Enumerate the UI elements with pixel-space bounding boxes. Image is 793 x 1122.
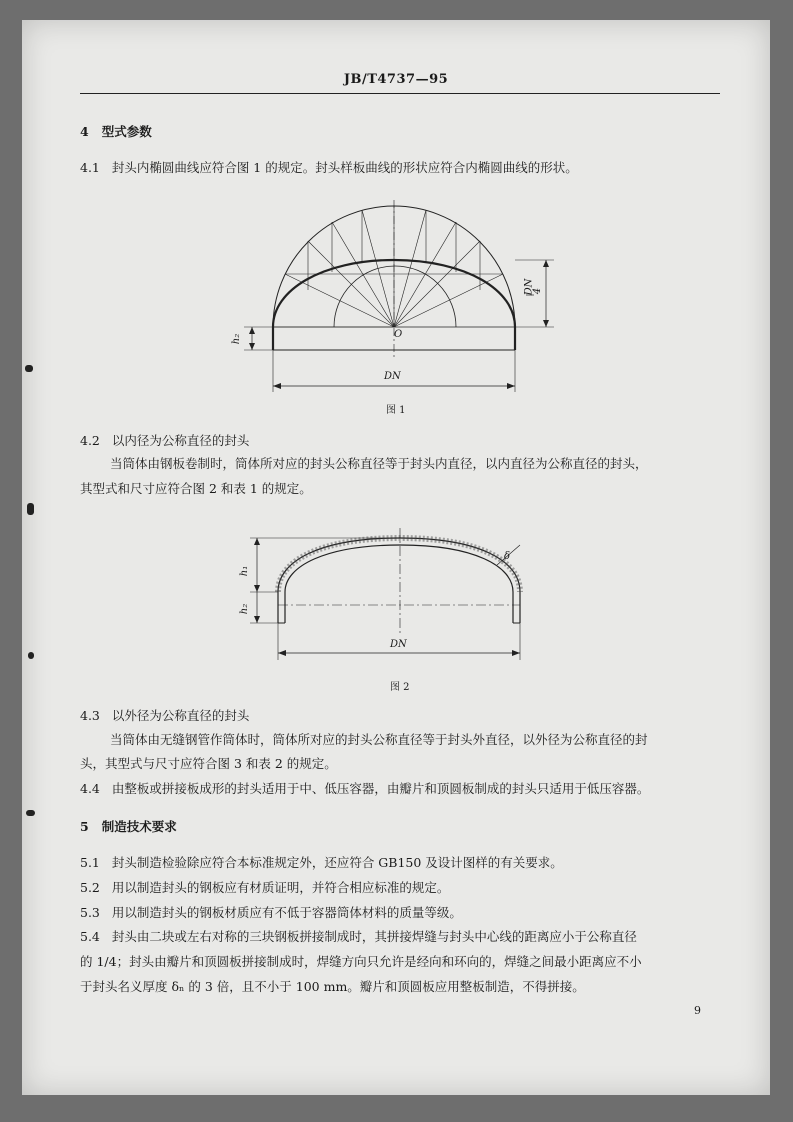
clause-number: 4.4	[80, 781, 100, 796]
clause-text: 由整板或拼接板成形的封头适用于中、低压容器，由瓣片和顶圆板制成的封头只适用于低压容器。	[111, 781, 650, 796]
clause-4-2-line-2: 其型式和尺寸应符合图 2 和表 1 的规定。	[80, 481, 312, 496]
fig1-h2-label: h₂	[231, 333, 243, 345]
clause-text: 用以制造封头的钢板材质应有不低于容器筒体材料的质量等级。	[111, 905, 462, 920]
clause-text: 用以制造封头的钢板应有材质证明，并符合相应标准的规定。	[111, 880, 450, 895]
section-number: 5	[80, 819, 89, 834]
scan-speck	[28, 652, 34, 659]
clause-5-4-line-2: 的 1/4；封头由瓣片和顶圆板拼接制成时，焊缝方向只允许是经向和环向的，焊缝之间最小距离应不小	[80, 954, 642, 969]
fig1-dn-label: DN	[384, 371, 401, 382]
clause-number: 4.3	[80, 708, 100, 723]
figure-1-caption: 图 1	[386, 405, 406, 416]
section-number: 4	[80, 124, 89, 139]
fig1-dn4-numerator: DN	[523, 278, 535, 296]
fig1-dn4-denominator: 4	[532, 287, 544, 295]
clause-title: 以内径为公称直径的封头	[111, 433, 250, 448]
clause-text: 封头内椭圆曲线应符合图 1 的规定。封头样板曲线的形状应符合内椭圆曲线的形状。	[111, 160, 578, 175]
standard-number-header: JB/T4737—95	[343, 72, 449, 87]
clause-number: 5.2	[80, 880, 100, 895]
clause-title: 以外径为公称直径的封头	[111, 708, 250, 723]
clause-number: 4.2	[80, 433, 100, 448]
clause-5-1	[80, 857, 563, 870]
clause-5-2	[80, 882, 449, 895]
fig2-dn-label: DN	[390, 639, 407, 650]
section-title: 制造技术要求	[101, 819, 177, 834]
clause-4-3-heading	[80, 710, 249, 723]
clause-text: 封头制造检验除应符合本标准规定外，还应符合 GB150 及设计图样的有关要求。	[111, 855, 563, 870]
document-page	[22, 20, 770, 1095]
scan-speck	[25, 365, 33, 372]
clause-text: 封头由二块或左右对称的三块钢板拼接制成时，其拼接焊缝与封头中心线的距离应小于公称直径	[111, 929, 637, 944]
clause-5-4-line-3: 于封头名义厚度 δₙ 的 3 倍，且不小于 100 mm。瓣片和顶圆板应用整板制造，不得拼接。	[80, 979, 585, 994]
fig1-origin-label: O	[394, 329, 403, 340]
figure-2-caption: 图 2	[390, 682, 410, 693]
scan-speck	[26, 810, 35, 816]
clause-4-4	[80, 783, 649, 796]
clause-number: 5.3	[80, 905, 100, 920]
section-title: 型式参数	[101, 124, 152, 139]
clause-number: 5.4	[80, 929, 100, 944]
page-number: 9	[694, 1004, 701, 1017]
clause-4-3-line-2: 头，其型式与尺寸应符合图 3 和表 2 的规定。	[80, 756, 337, 771]
clause-number: 5.1	[80, 855, 100, 870]
clause-5-4-line-1	[80, 931, 637, 944]
clause-4-2-line-1: 当筒体由钢板卷制时，筒体所对应的封头公称直径等于封头内直径，以内直径为公称直径的封头，	[110, 456, 648, 471]
fig2-h2-label: h₂	[239, 603, 251, 615]
section-5-heading	[80, 821, 177, 834]
clause-4-3-line-1: 当筒体由无缝钢管作筒体时，筒体所对应的封头公称直径等于封头外直径，以外径为公称直径的封	[110, 732, 648, 747]
scan-speck	[27, 503, 34, 515]
fig2-h1-label: h₁	[239, 565, 251, 577]
figure-2-head-profile	[22, 20, 770, 700]
clause-number: 4.1	[80, 160, 100, 175]
fig2-thickness-label: δ	[504, 551, 511, 562]
clause-5-3	[80, 907, 462, 920]
